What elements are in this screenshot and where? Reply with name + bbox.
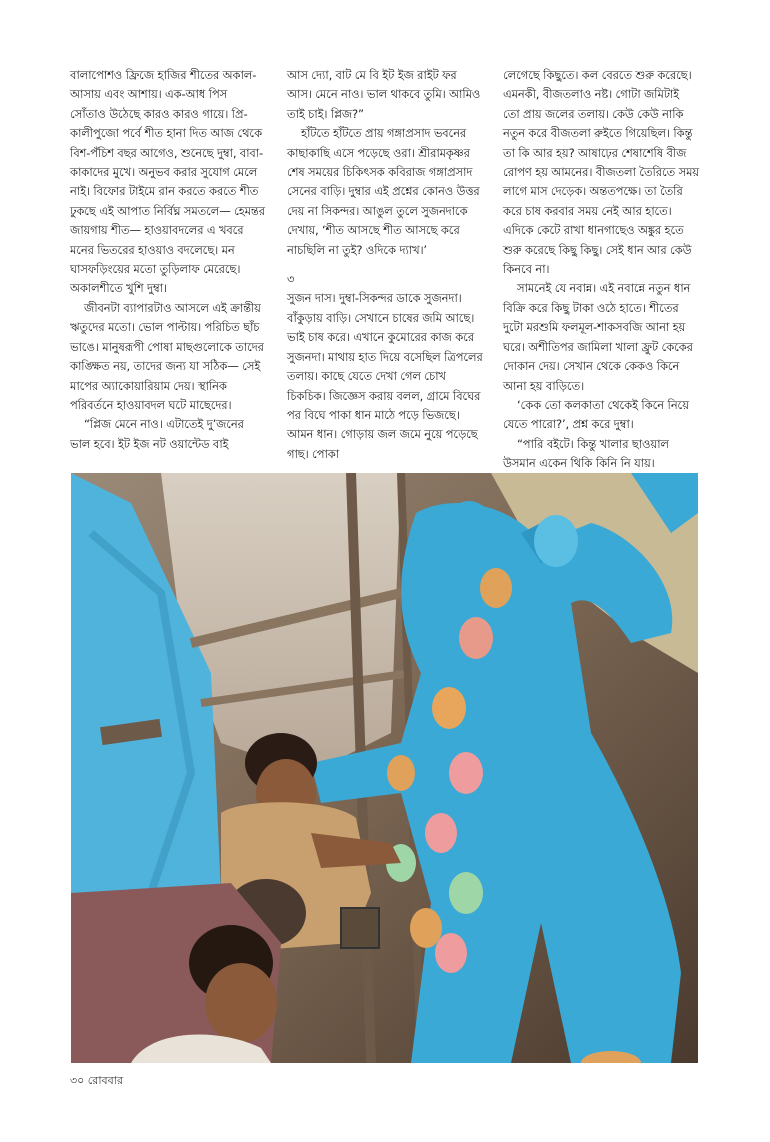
section-number: ৩: [287, 272, 295, 287]
paragraph: লেগেছে কিছুতে। কল বেরতে শুরু করেছে। এমনকী, বীজতলাও নষ্ট। গোটা জমিটাই তো প্রায় জলের তলায়। কেউ কেউ নাকি নতুন করে বীজতলা রুইতে গিয়েছিল। কিন্তু তা কি আর হয়? আষাঢ়ের শেষাশেষি বীজ রোপণ হয় আমনের। বীজতলা তৈরিতে সময় লাগে মাস দেড়েক। অন্ততপক্ষে। তা তৈরি করে চাষ করবার সময় নেই আর হাতে। এদিকে কেটে রাখা ধানগাছেও অঙ্কুর হতে শুরু করেছে কিছু কিছু। সেই ধান আর কেউ কিনবে না।: [503, 68, 699, 277]
paragraph: সামনেই যে নবান্ন। এই নবান্নে নতুন ধান বিক্রি করে কিছু টাকা ওঠে হাতে। শীতের দুটো মরশুমি ফলমূল-শাকসবজি আনা হয় ঘরে। অশীতিপর জামিলা খালা ফ্রুট কেকের দোকান দেয়। সেখান থেকে কেকও কিনে আনা হয় বাড়িতে।: [503, 281, 693, 393]
page-footer: ৩০ রোববার: [70, 1074, 123, 1087]
paragraph: বালাপোশও ফ্রিজে হাজির শীতের অকাল-আসায় এবং আশায়। এক-আধ পিস সোঁতাও উঠেছে কারও কারও গায়ে। প্রি-কালীপুজো পর্বে শীত হানা দিত আজ থেকে বিশ-পঁচিশ বছর আগেও, শুনেছে দুম্বা, বাবা-কাকাদের মুখে। অনুভব করার সুযোগ মেলে নাই। বিফোর টাইমে রান করতে করতে শীত ঢুকছে এই আপাত নির্বিঘ্ন সমতলে— হেমন্তর জায়গায় শীত— হাওয়াবদলের এ খবরে মনের ভিতরের হাওয়াও বদলেছে। মন ঘাসফড়িংয়ের মতো তুড়িলাফ মেরেছে। অকালশীতে খুশি দুম্বা।: [70, 68, 265, 296]
paragraph: আস দ্যো, বাট মে বি ইট ইজ রাইট ফর আস। মেনে নাও। ভাল থাকবে তুমি। আমিও তাই চাই। প্লিজ?”: [287, 68, 481, 121]
text-column-2: [287, 66, 483, 464]
text-column-1: [70, 66, 266, 454]
paragraph: হাঁটতে হাঁটতে প্রায় গঙ্গাপ্রসাদ ভবনের কাছাকাছি এসে পড়েছে ওরা। শ্রীরামকৃষ্ণর শেষ সময়ের চিকিৎসক কবিরাজ গঙ্গাপ্রসাদ সেনের বাড়ি। দুম্বার এই প্রশ্নের কোনও উত্তর দেয় না সিকন্দর। আঙুল তুলে সুজনদাকে দেখায়, ‘শীত আসছে শীত আসছে করে নাচছিলি না তুই? ওদিকে দ্যাখ।’: [287, 126, 480, 257]
paragraph: “পারি বইটে। কিন্তু খালার ছাওয়াল উসমান একেন থিকি কিনি নি যায়।: [503, 436, 669, 471]
idol-workshop-photo: [71, 473, 698, 1063]
paragraph: “প্লিজ মেনে নাও। এটাতেই দু’জনের ভাল হবে। ইট ইজ নট ওয়ান্টেড বাই: [70, 417, 244, 451]
paragraph: ‘কেক তো কলকাতা থেকেই কিনে নিয়ে যেতে পারো?’, প্রশ্ন করে দুম্বা।: [503, 397, 689, 432]
paragraph: জীবনটা ব্যাপারটাও আসলে এই ক্রান্তীয় ঋতুদের মতো। ভোল পাল্টায়। পরিচিত ছাঁচ ভাঙে। মানুষরূপী পোষা মাছগুলোকে তাদের কাঙ্ক্ষিত নয়, তাদের জন্য যা সঠিক— সেই মাপের অ্যাকোয়ারিয়াম দেয়। স্থানিক পরিবর্তনে হাওয়াবদল ঘটে মাছেদের।: [70, 300, 264, 412]
paragraph: সুজন দাস। দুম্বা-সিকন্দর ডাকে সুজনদা। বাঁকুড়ায় বাড়ি। সেখানে চাষের জমি আছে। ভাই চাষ করে। এখানে কুমোরের কাজ করে সুজনদা। মাথায় হাত দিয়ে বসেছিল ত্রিপলের তলায়। কাছে যেতে দেখা গেল চোখ চিকচিক। জিজ্ঞেস করায় বলল, গ্রামে বিঘের পর বিঘে পাকা ধান মাঠে পড়ে ভিজছে। আমন ধান। গোড়ায় জল জমে নুয়ে পড়েছে গাছ। পোকা: [287, 291, 483, 461]
text-column-3: [503, 66, 699, 474]
